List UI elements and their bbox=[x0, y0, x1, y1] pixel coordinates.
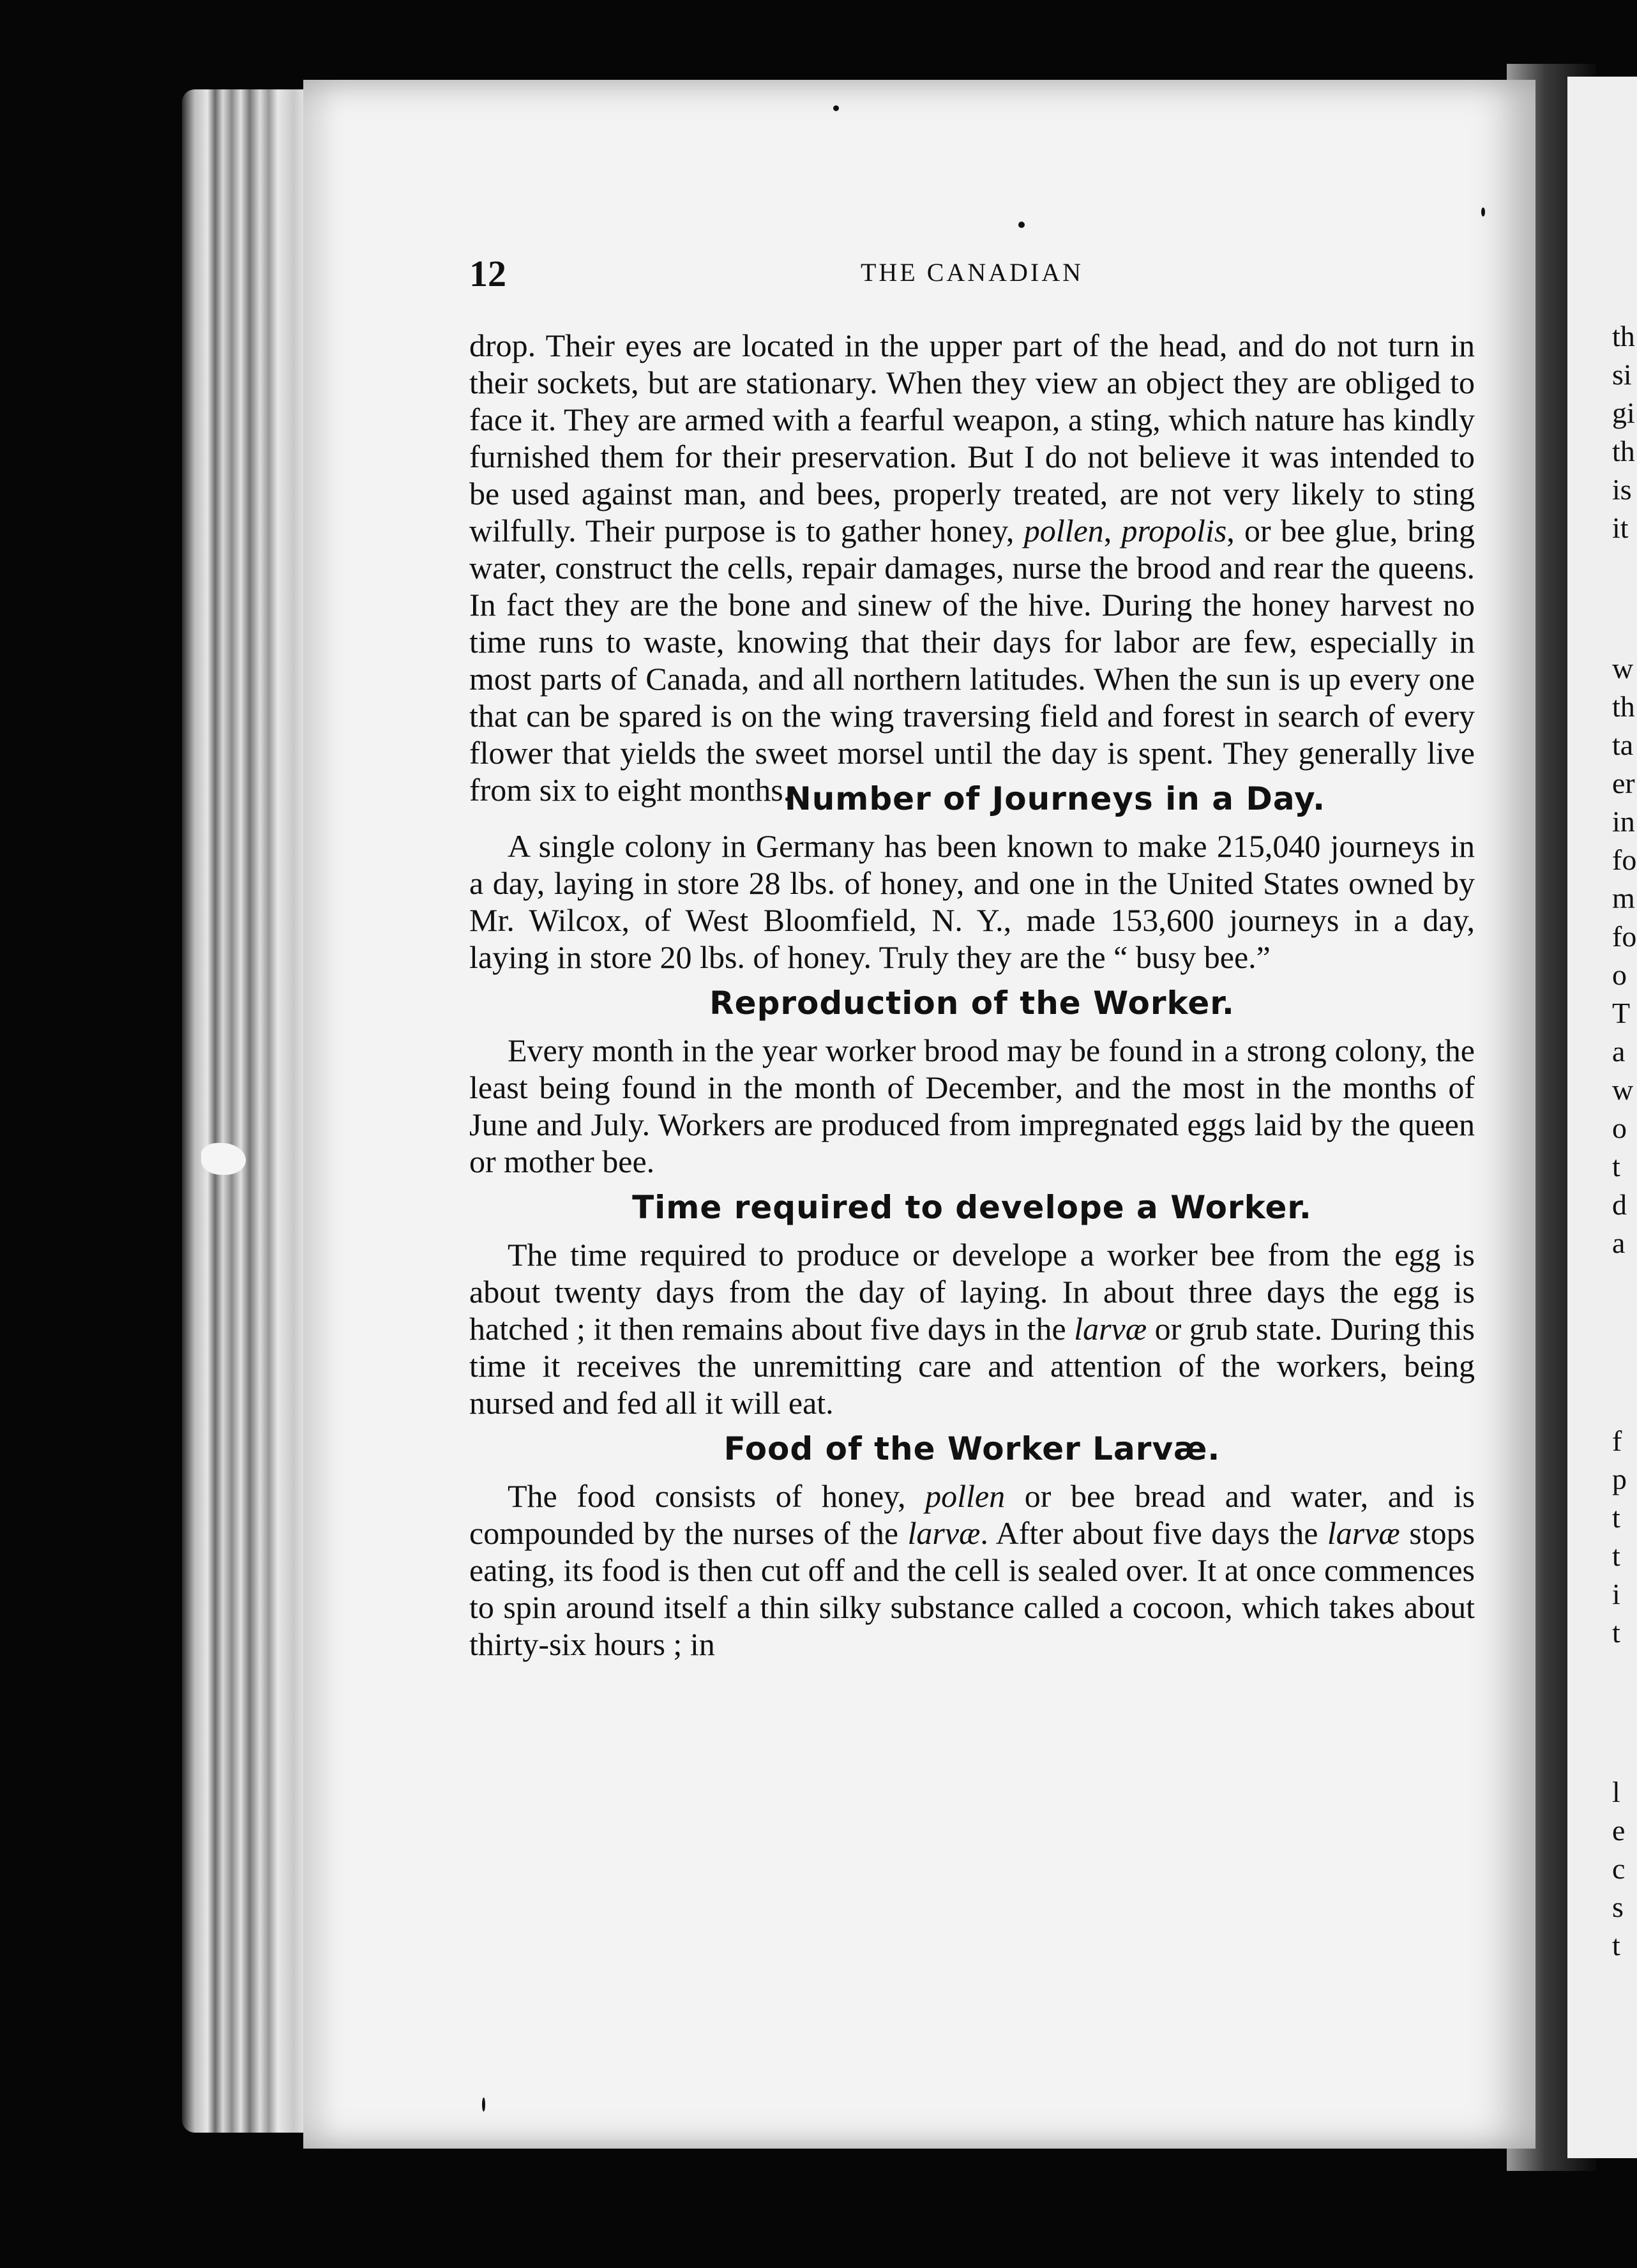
section-heading-reproduction: Reproduction of the Worker. bbox=[709, 985, 1235, 1022]
facing-page-fragment: o bbox=[1612, 958, 1627, 991]
facing-page-fragment: er bbox=[1612, 767, 1635, 799]
paragraph-journeys: A single colony in Germany has been known to make 215,040 journeys in a day, laying in store 28 lbs. of honey, and one in the United States owned by Mr. Wilcox, of West Bloomfield, N. Y., made 153,600 journeys in a day, laying in store 20 lbs. of honey. Truly they are the “ busy bee.” bbox=[469, 828, 1475, 975]
facing-page-fragment: f bbox=[1612, 1425, 1622, 1457]
facing-page-fragment: th bbox=[1612, 435, 1635, 467]
facing-page-fragment: it bbox=[1612, 511, 1629, 544]
facing-page-fragment: in bbox=[1612, 805, 1635, 838]
facing-page-fragment: p bbox=[1612, 1463, 1627, 1495]
facing-page-fragment: is bbox=[1612, 473, 1632, 506]
facing-page-fragment: th bbox=[1612, 690, 1635, 723]
italic-term: larvæ bbox=[1074, 1311, 1147, 1347]
facing-page-fragment: T bbox=[1612, 997, 1631, 1029]
paper-blemish bbox=[201, 1143, 246, 1175]
facing-page-fragment: fo bbox=[1612, 920, 1637, 953]
paragraph-text: The time required to produce or develope a worker bee from the egg is about twenty days from the day of laying. In about three days the egg is hatched ; it then remains about five days in the bbox=[469, 1237, 1475, 1347]
paragraph-text: drop. Their eyes are located in the upper part of the head, and do not turn in their sockets, but are stationary. When they view an object they are obliged to face it. They are armed with a fearful weapon, a sting, which nature has kindly furnished them for their preservation. But I do not believe it was intended to be used against man, and bees, properly treated, are not very likely to sting wilfully. Their purpose is to gather honey, bbox=[469, 328, 1475, 548]
paragraph-larvae-food bbox=[469, 1478, 1475, 1663]
facing-page-fragment: fo bbox=[1612, 843, 1637, 876]
book-page-edges bbox=[182, 89, 310, 2133]
ink-speck bbox=[1481, 208, 1485, 216]
facing-page-fragment: a bbox=[1612, 1035, 1626, 1068]
facing-page-fragment: si bbox=[1612, 358, 1632, 391]
facing-page-fragment: a bbox=[1612, 1227, 1626, 1259]
paragraph-text: The food consists of honey, bbox=[508, 1478, 906, 1514]
punctuation: , bbox=[1103, 513, 1112, 548]
paragraph-text: or grub state. During this time it receives the unremitting care and attention of the workers, being nursed and fed all it will eat. bbox=[469, 1311, 1475, 1421]
facing-page-fragment: m bbox=[1612, 882, 1635, 914]
italic-term: pollen bbox=[1023, 513, 1104, 548]
facing-page-fragment: d bbox=[1612, 1188, 1627, 1221]
paragraph-text: stops eating, its food is then cut off and the cell is sealed over. It at once commences to spin around itself a thin silky substance called a cocoon, which takes about thirty-six hours ; in bbox=[469, 1515, 1475, 1662]
facing-page-edge bbox=[1567, 77, 1637, 2158]
facing-page-fragment: t bbox=[1612, 1150, 1620, 1183]
facing-page-fragment: s bbox=[1612, 1891, 1624, 1923]
facing-page-fragment: l bbox=[1612, 1776, 1620, 1808]
paragraph-text: . After about five days the bbox=[980, 1515, 1318, 1551]
italic-term: larvæ bbox=[1327, 1515, 1400, 1551]
facing-page-fragment: t bbox=[1612, 1929, 1620, 1962]
paragraph-text: , or bee glue, bring water, construct the cells, repair damages, nurse the brood and rear the queens. In fact they are the bone and sinew of the hive. During the honey harvest no time runs to waste, knowing that their days for labor are few, especially in most parts of Canada, and all northern latitudes. When the sun is up every one that can be spared is on the wing traversing field and forest in search of every flower that yields the sweet morsel until the day is spent. They generally live from six to eight months. bbox=[469, 513, 1475, 808]
facing-page-fragment: c bbox=[1612, 1852, 1626, 1885]
section-heading-development-time: Time required to develope a Worker. bbox=[632, 1189, 1312, 1226]
section-heading-journeys: Number of Journeys in a Day. bbox=[784, 780, 1326, 817]
paragraph-reproduction: Every month in the year worker brood may be found in a strong colony, the least being found in the month of December, and the most in the months of June and July. Workers are produced from impregnated eggs laid by the queen or mother bee. bbox=[469, 1032, 1475, 1179]
paragraph-text: or bee bread and water, and is compounded by the nurses of the bbox=[469, 1478, 1475, 1551]
ink-speck bbox=[833, 105, 839, 111]
facing-page-fragment: i bbox=[1612, 1578, 1620, 1610]
paragraph-worker-description bbox=[469, 327, 1475, 808]
italic-term: propolis bbox=[1121, 513, 1227, 548]
facing-page-fragment: t bbox=[1612, 1539, 1620, 1572]
section-heading-larvae-food: Food of the Worker Larvæ. bbox=[723, 1430, 1221, 1467]
running-title: THE CANADIAN bbox=[860, 258, 1084, 287]
italic-term: larvæ bbox=[907, 1515, 981, 1551]
italic-term: pollen bbox=[925, 1478, 1006, 1514]
ink-speck bbox=[482, 2098, 485, 2112]
facing-page-fragment: o bbox=[1612, 1112, 1627, 1144]
page-header bbox=[469, 252, 1475, 297]
paragraph-development-time bbox=[469, 1236, 1475, 1421]
facing-page-fragment: gi bbox=[1612, 397, 1635, 429]
page-body bbox=[469, 327, 1475, 1663]
facing-page-fragment: ta bbox=[1612, 729, 1634, 761]
facing-page-fragment: t bbox=[1612, 1501, 1620, 1534]
page-number: 12 bbox=[469, 253, 506, 294]
facing-page-fragment: w bbox=[1612, 1073, 1634, 1106]
facing-page-fragment: w bbox=[1612, 652, 1634, 684]
ink-speck bbox=[1018, 222, 1025, 228]
facing-page-fragment: e bbox=[1612, 1814, 1626, 1847]
facing-page-fragment: t bbox=[1612, 1616, 1620, 1649]
facing-page-fragment: th bbox=[1612, 320, 1635, 352]
